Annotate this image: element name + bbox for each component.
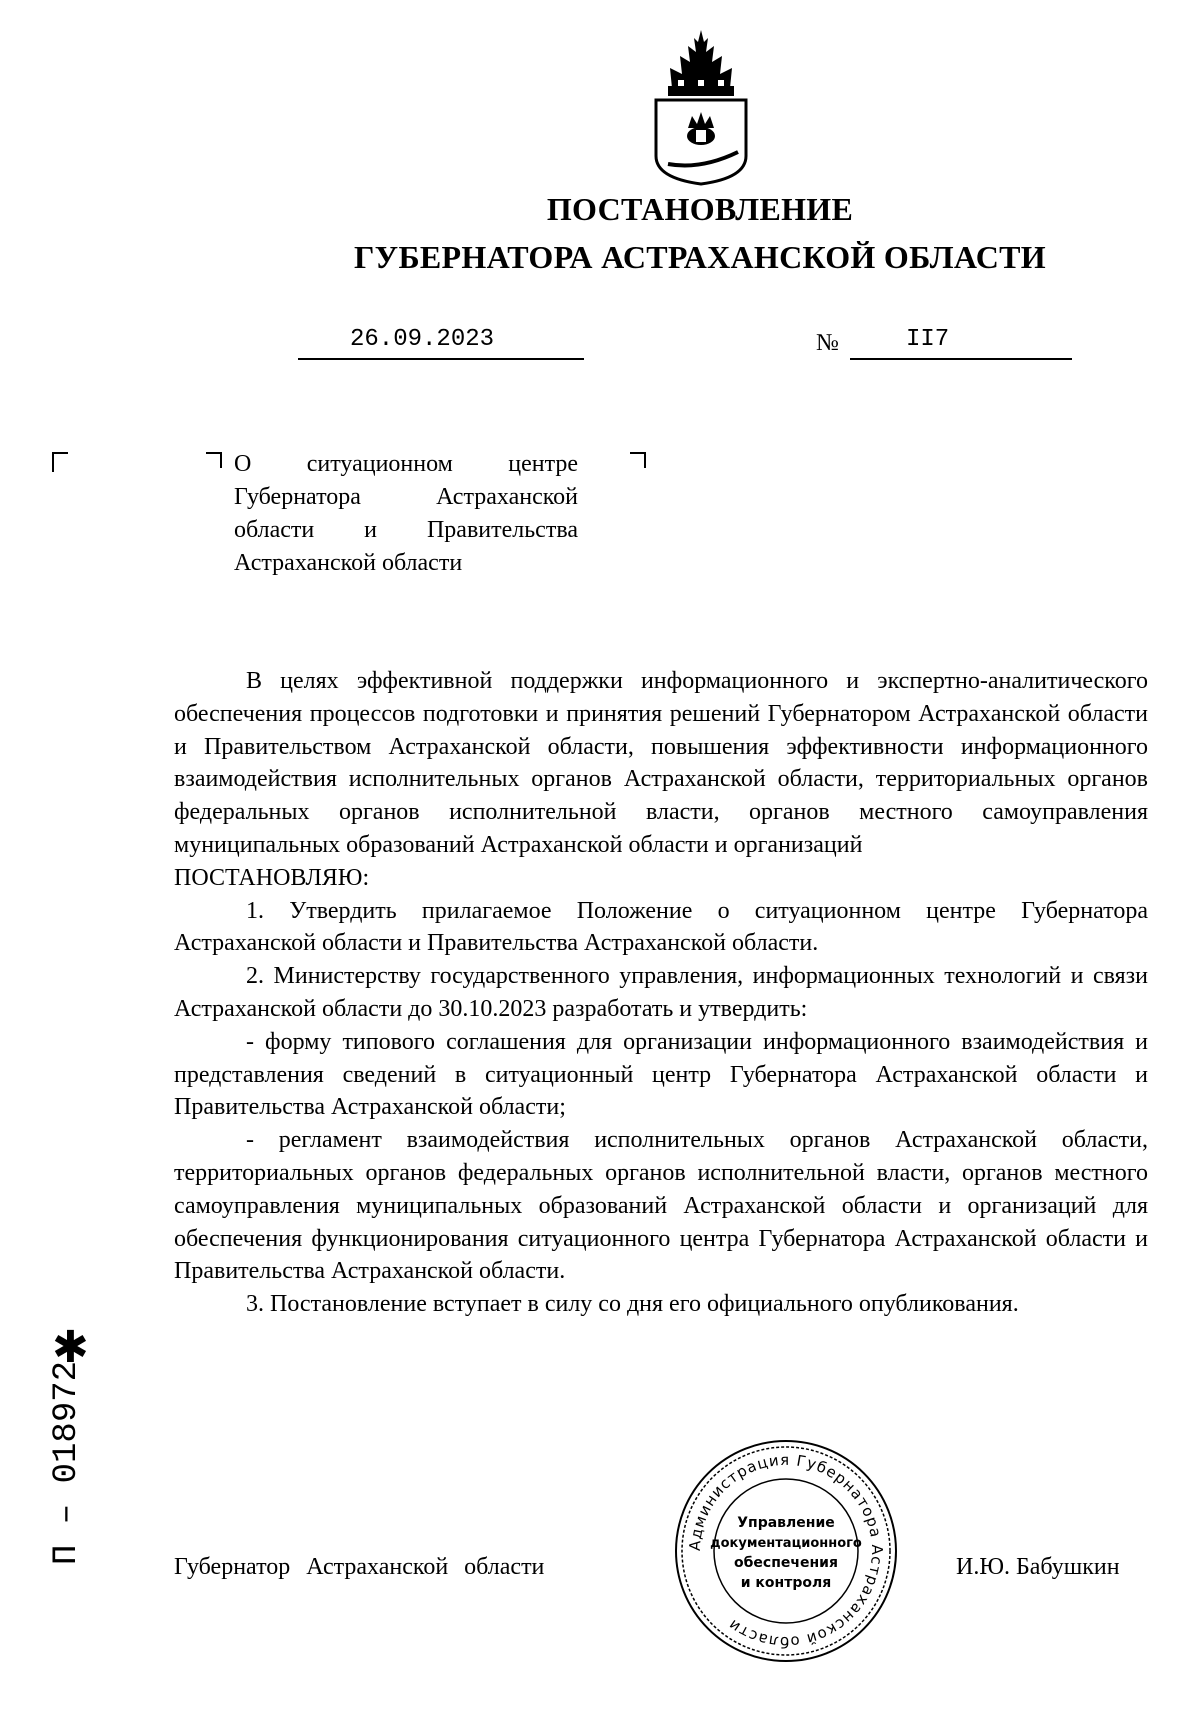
item-2: 2. Министерству государственного управления, информационных технологий и связи Астраханской области до 30.10.2023 разработать и утвердить:	[174, 963, 1148, 1022]
item-1: 1. Утвердить прилагаемое Положение о ситуационном центре Губернатора Астраханской области и Правительства Астраханской области.	[174, 897, 1148, 957]
subject-close-mark	[630, 452, 646, 468]
document-subject	[234, 448, 578, 580]
number-label: №	[816, 330, 839, 356]
left-corner-mark	[52, 452, 68, 472]
item-3: 3. Постановление вступает в силу со дня его официального опубликования.	[246, 1291, 1019, 1318]
issuer-title: ГУБЕРНАТОРА АСТРАХАНСКОЙ ОБЛАСТИ	[354, 239, 1046, 275]
subject-open-mark	[206, 452, 222, 468]
signatory-position: Губернатор Астраханской области	[174, 1554, 545, 1580]
signatory-name: И.Ю. Бабушкин	[956, 1554, 1120, 1580]
document-body	[174, 665, 1148, 1321]
item-2b: - регламент взаимодействия исполнительных органов Астраханской области, территориальных органов федеральных органов исполнительной власти, органов местного самоуправления муниципальных образований Астраханской области и организаций для обеспечения функционирования ситуационного центра Губернатора Астраханской области и Правительства Астраханской области.	[174, 1127, 1148, 1285]
seal-outer-text: Администрация Губернатора Астраханской области	[685, 1450, 887, 1652]
document-type-title: ПОСТАНОВЛЕНИЕ	[546, 191, 854, 227]
official-seal-icon	[672, 1437, 900, 1665]
subject-line-1: О ситуационном центре	[234, 451, 578, 477]
subject-line-4: Астраханской области	[234, 550, 463, 576]
document-number: II7	[906, 326, 950, 353]
preamble-paragraph: В целях эффективной поддержки информационного и экспертно-аналитического обеспечения процессов подготовки и принятия решений Губернатором Астраханской области и Правительством Астраханской области, повышения эффективности информационного взаимодействия исполнительных органов Астраханской области, территориальных органов федеральных органов исполнительной власти, органов местного самоуправления муниципальных образований Астраханской области и организаций	[174, 668, 1148, 858]
subject-line-3: области и Правительства	[234, 517, 578, 543]
document-date: 26.09.2023	[350, 326, 495, 353]
seal-inner-line-2: документационного	[710, 1536, 862, 1551]
resolve-word: ПОСТАНОВЛЯЮ:	[174, 864, 370, 891]
serial-star-icon: ✱	[52, 1322, 89, 1373]
svg-text:Администрация Губернатора Астр	[686, 1451, 886, 1651]
seal-inner-line-3: обеспечения	[734, 1555, 838, 1571]
subject-line-2: Губернатора Астраханской	[234, 484, 578, 510]
seal-inner-line-1: Управление	[737, 1515, 835, 1531]
number-field	[850, 328, 1072, 360]
seal-inner-line-4: и контроля	[740, 1575, 832, 1591]
coat-of-arms-icon	[648, 28, 754, 186]
form-serial-number: П – 018972	[48, 1360, 86, 1565]
item-2a: - форму типового соглашения для организации информационного взаимодействия и представления сведений в ситуационный центр Губернатора Астраханской области и Правительства Астраханской области;	[174, 1028, 1148, 1121]
